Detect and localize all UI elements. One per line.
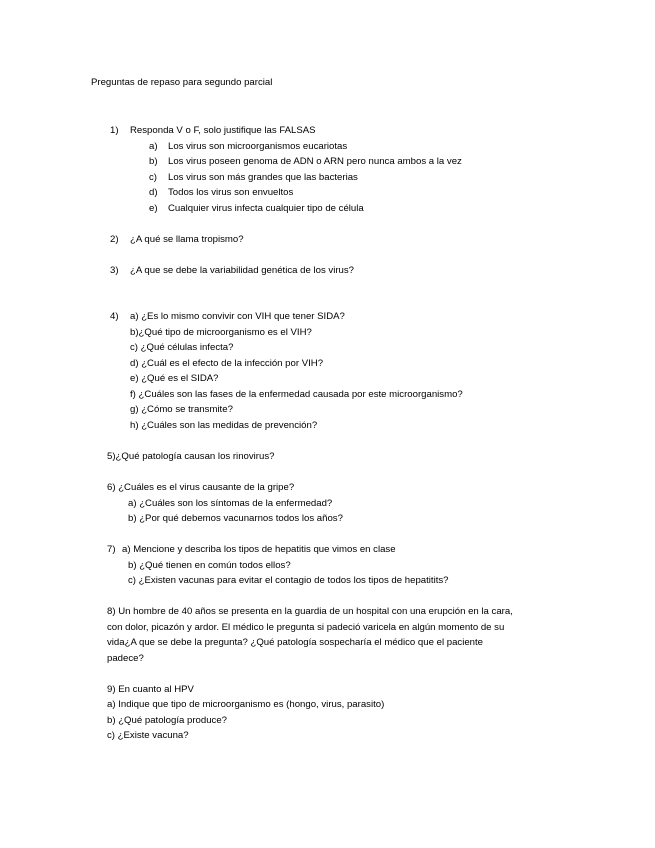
question-9-line: c) ¿Existe vacuna?	[107, 730, 189, 741]
question-1-item: Los virus poseen genoma de ADN o ARN pero nunca ambos a la vez	[168, 156, 462, 167]
question-9-line: b) ¿Qué patología produce?	[107, 715, 228, 726]
question-4-number: 4)	[110, 311, 119, 322]
question-1-item-letter: a)	[149, 141, 158, 152]
question-5-text: 5)¿Qué patología causan los rinovirus?	[107, 451, 275, 462]
question-4-item: f) ¿Cuáles son las fases de la enfermedad causada por este microorganismo?	[130, 389, 463, 400]
question-4-item: c) ¿Qué células infecta?	[130, 342, 234, 353]
question-7-item: c) ¿Existen vacunas para evitar el contagio de todos los tipos de hepatitits?	[128, 575, 449, 586]
question-2-number: 2)	[110, 234, 119, 245]
question-1-item: Todos los virus son envueltos	[168, 187, 294, 198]
question-8-line: con dolor, picazón y ardor. El médico le pregunta si padeció varicela en algún momento de su	[107, 622, 505, 633]
question-1-item-letter: c)	[149, 172, 157, 183]
question-4-item: h) ¿Cuáles son las medidas de prevención?	[130, 420, 318, 431]
question-9-line: a) Indique que tipo de microorganismo es (hongo, virus, parasito)	[107, 699, 385, 710]
question-3-number: 3)	[110, 265, 119, 276]
question-1-item-letter: b)	[149, 156, 158, 167]
question-1-item: Los virus son más grandes que las bacterias	[168, 172, 358, 183]
question-1-item-letter: e)	[149, 203, 158, 214]
question-1-item-letter: d)	[149, 187, 158, 198]
question-1-item: Cualquier virus infecta cualquier tipo de célula	[168, 203, 364, 214]
question-7-item: a) Mencione y describa los tipos de hepatitis que vimos en clase	[122, 544, 396, 555]
question-7-number: 7)	[107, 544, 116, 555]
document-title: Preguntas de repaso para segundo parcial	[91, 77, 273, 88]
question-6-text: 6) ¿Cuáles es el virus causante de la gripe?	[107, 482, 295, 493]
question-1-text: Responda V o F, solo justifique las FALSAS	[130, 125, 316, 136]
question-1-item: Los virus son microorganismos eucariotas	[168, 141, 348, 152]
question-2-text: ¿A qué se llama tropismo?	[130, 234, 244, 245]
question-4-item: d) ¿Cuál es el efecto de la infección por VIH?	[130, 358, 324, 369]
question-3-text: ¿A que se debe la variabilidad genética de los virus?	[130, 265, 354, 276]
question-4-item: a) ¿Es lo mismo convivir con VIH que tener SIDA?	[130, 311, 345, 322]
question-4-item: b)¿Qué tipo de microorganismo es el VIH?	[130, 327, 312, 338]
question-8-line: vida¿A que se debe la pregunta? ¿Qué patología sospecharía el médico que el paciente	[107, 637, 484, 648]
question-6-item: b) ¿Por qué debemos vacunarnos todos los años?	[128, 513, 343, 524]
question-4-item: g) ¿Cómo se transmite?	[130, 404, 233, 415]
question-9-line: 9) En cuanto al HPV	[107, 684, 194, 695]
question-6-item: a) ¿Cuáles son los síntomas de la enfermedad?	[128, 498, 333, 509]
question-8-line: 8) Un hombre de 40 años se presenta en la guardia de un hospital con una erupción en la cara,	[107, 606, 513, 617]
question-1-number: 1)	[110, 125, 119, 136]
question-7-item: b) ¿Qué tienen en común todos ellos?	[128, 560, 291, 571]
question-8-line: padece?	[107, 653, 144, 664]
question-4-item: e) ¿Qué es el SIDA?	[130, 373, 219, 384]
